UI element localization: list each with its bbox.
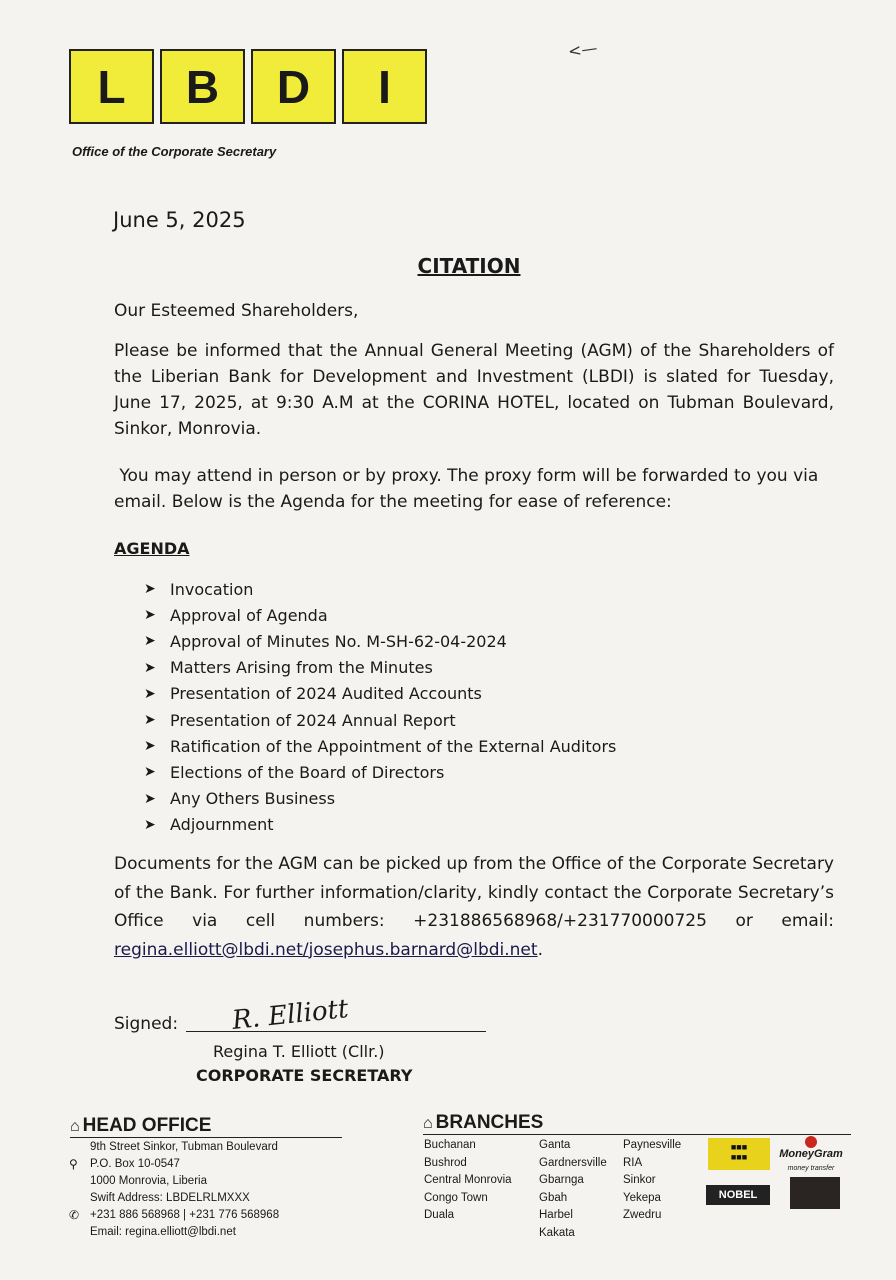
arrow-bullet-icon: ➤	[144, 764, 156, 781]
arrow-bullet-icon: ➤	[144, 816, 156, 833]
signer-title: CORPORATE SECRETARY	[196, 1066, 413, 1085]
agenda-item-text: Adjournment	[170, 815, 274, 835]
branch-name: Zwedru	[623, 1209, 662, 1221]
logo-letter-b: B	[160, 49, 245, 124]
branch-name: Sinkor	[623, 1174, 656, 1186]
logo-letter-d: D	[251, 49, 336, 124]
nobel-text: NOBEL	[718, 1189, 758, 1201]
agenda-item-text: Approval of Minutes No. M-SH-62-04-2024	[170, 631, 507, 651]
phone-icon: ✆	[69, 1208, 80, 1222]
paragraph-documents: Documents for the AGM can be picked up from the Office of the Corporate Secretary of the Bank. For further information/clarity, kindly contact the Corporate Secretary’s Office via cell numbers: +231886568968/+231770000725 or email: regina.elliott@lbdi.net/josephus.barnard@lbdi.net.	[114, 854, 834, 960]
agenda-item-text: Invocation	[170, 579, 254, 599]
head-office-line: Email: regina.elliott@lbdi.net	[90, 1226, 236, 1238]
agenda-item	[144, 707, 616, 733]
paragraph-meeting-info: Please be informed that the Annual General Meeting (AGM) of the Shareholders of the Liberian Bank for Development and Investment (LBDI) is slated for Tuesday, June 17, 2025, at 9:30 A.M at the CORINA HOTEL, located on Tubman Boulevard, Sinkor, Monrovia.	[114, 341, 834, 439]
head-office-line: 9th Street Sinkor, Tubman Boulevard	[90, 1141, 278, 1153]
agenda-item-text: Presentation of 2024 Annual Report	[170, 710, 456, 730]
arrow-bullet-icon: ➤	[144, 712, 156, 729]
location-pin-icon: ⚲	[69, 1157, 78, 1171]
arrow-bullet-icon: ➤	[144, 738, 156, 755]
letter-title: CITATION	[417, 254, 521, 278]
agenda-item	[144, 655, 616, 681]
branch-name: Paynesville	[623, 1139, 682, 1151]
signed-label: Signed:	[114, 1014, 179, 1034]
head-office-line: +231 886 568968 | +231 776 568968	[90, 1209, 280, 1221]
paragraph-proxy-text: You may attend in person or by proxy. The proxy form will be forwarded to you via email. Below is the Agenda for the meeting for ease of reference:	[114, 466, 819, 512]
branch-name: RIA	[623, 1156, 643, 1169]
branches-column-2	[539, 1137, 607, 1242]
signature: R. Elliott	[230, 993, 350, 1037]
branch-name: Yekepa	[623, 1191, 661, 1204]
head-office-line: 1000 Monrovia, Liberia	[90, 1175, 207, 1187]
agenda-item-text: Matters Arising from the Minutes	[170, 658, 433, 678]
branches-heading	[423, 1112, 851, 1135]
house-icon: ⌂	[423, 1115, 433, 1132]
branch-name: Gardnersville	[539, 1156, 607, 1169]
branch-name: Ganta	[539, 1139, 571, 1151]
head-office-heading	[70, 1115, 342, 1138]
agenda-item	[144, 786, 616, 812]
branch-name: Buchanan	[424, 1139, 476, 1151]
head-office-line: Swift Address: LBDELRLMXXX	[90, 1192, 250, 1204]
agenda-item	[144, 733, 616, 759]
branch-name: Gbah	[539, 1191, 568, 1204]
agenda-item	[144, 602, 616, 628]
moneygram-logo	[776, 1136, 846, 1170]
arrow-bullet-icon: ➤	[144, 633, 156, 650]
branches-heading-text: BRANCHES	[435, 1112, 544, 1133]
salutation: Our Esteemed Shareholders,	[114, 301, 359, 321]
moneygram-text: MoneyGram	[779, 1148, 843, 1160]
nobel-logo	[706, 1185, 770, 1205]
partner-logo-image	[790, 1177, 840, 1209]
logo-letter-l: L	[69, 49, 154, 124]
pen-mark-icon: <—	[566, 38, 599, 61]
agenda-item	[144, 681, 616, 707]
arrow-bullet-icon: ➤	[144, 685, 156, 702]
arrow-bullet-icon: ➤	[144, 790, 156, 807]
agenda-item	[144, 759, 616, 785]
head-office-line-wrap	[69, 1207, 280, 1224]
contact-email-link[interactable]: regina.elliott@lbdi.net/josephus.barnard@lbdi.net	[114, 939, 538, 960]
house-icon: ⌂	[70, 1118, 80, 1135]
agenda-item-text: Elections of the Board of Directors	[170, 762, 445, 782]
logo-letter-i: I	[342, 49, 427, 124]
branches-column-1	[424, 1137, 512, 1225]
arrow-bullet-icon: ➤	[144, 581, 156, 598]
branch-name: Kakata	[539, 1226, 575, 1239]
agenda-item-text: Ratification of the Appointment of the External Auditors	[170, 736, 617, 756]
moneygram-icon	[805, 1136, 817, 1148]
agenda-item-text: Presentation of 2024 Audited Accounts	[170, 684, 482, 704]
paragraph-documents-text: Documents for the AGM can be picked up from the Office of the Corporate Secretary of the Bank. For further information/clarity, kindly contact the Corporate Secretary’s Office via cell numbers: +231886568968/+231770000725 or email:	[114, 854, 834, 931]
head-office-line-wrap	[69, 1156, 279, 1173]
agenda-heading: AGENDA	[114, 539, 190, 558]
arrow-bullet-icon: ➤	[144, 659, 156, 676]
head-office-heading-text: HEAD OFFICE	[82, 1115, 212, 1136]
agenda-item	[144, 576, 616, 602]
branch-name: Central Monrovia	[424, 1174, 512, 1186]
agenda-item	[144, 628, 616, 654]
branch-name: Bushrod	[424, 1156, 467, 1169]
branch-name: Gbarnga	[539, 1174, 584, 1186]
branch-name: Harbel	[539, 1209, 573, 1221]
agenda-item	[144, 812, 616, 838]
head-office-line: P.O. Box 10-0547	[90, 1158, 180, 1170]
signer-name: Regina T. Elliott (Cllr.)	[213, 1042, 385, 1061]
lbdi-logo	[69, 49, 427, 124]
western-union-logo: ■■■ ■■■	[708, 1138, 770, 1170]
office-subtitle: Office of the Corporate Secretary	[72, 144, 277, 159]
arrow-bullet-icon: ➤	[144, 607, 156, 624]
branch-name: Congo Town	[424, 1191, 488, 1204]
branches-column-3	[623, 1137, 681, 1225]
branch-name: Duala	[424, 1209, 455, 1221]
agenda-item-text: Approval of Agenda	[170, 605, 328, 625]
signature-line	[186, 1031, 486, 1032]
letter-date: June 5, 2025	[113, 208, 246, 232]
paragraph-proxy	[114, 463, 834, 515]
head-office-details	[69, 1139, 280, 1241]
agenda-item-text: Any Others Business	[170, 789, 336, 809]
moneygram-subtext: money transfer	[787, 1165, 835, 1172]
agenda-list	[144, 576, 616, 838]
